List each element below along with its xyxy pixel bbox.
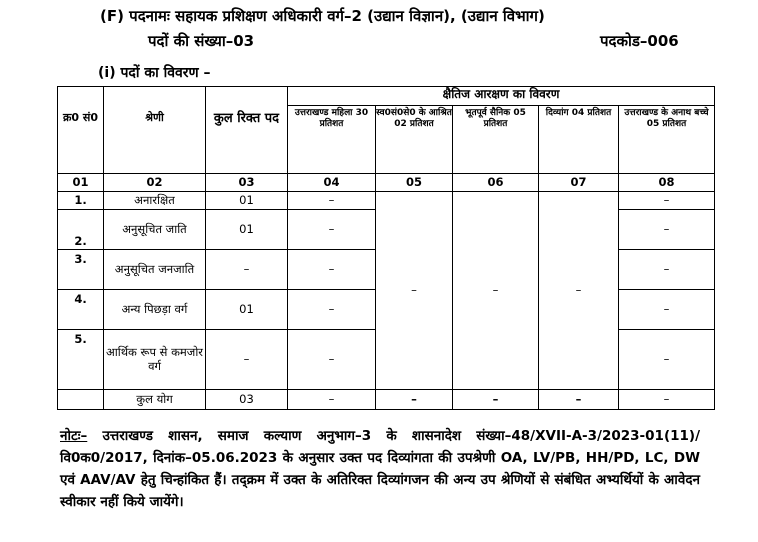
col-number: 07 xyxy=(539,174,619,192)
total-women: – xyxy=(288,390,376,410)
row-sr: 5. xyxy=(58,330,104,390)
col-number: 08 xyxy=(619,174,715,192)
note-label: नोटः– xyxy=(60,428,88,444)
row-category: अनारक्षित xyxy=(104,192,206,210)
row-vacancies: 01 xyxy=(206,192,288,210)
row-sr: 4. xyxy=(58,290,104,330)
row-sr: 2. xyxy=(58,210,104,250)
row-category: अन्य पिछड़ा वर्ग xyxy=(104,290,206,330)
cell-freedom-fighter-merged: – xyxy=(376,192,453,390)
header-category: श्रेणी xyxy=(104,87,206,174)
row-vacancies: 01 xyxy=(206,290,288,330)
col-number: 04 xyxy=(288,174,376,192)
row-orphans: – xyxy=(619,210,715,250)
post-designation: (F) पदनामः सहायक प्रशिक्षण अधिकारी वर्ग–2 (उद्यान विज्ञान), (उद्यान विभाग) xyxy=(100,7,545,25)
header-sr: क्र0 सं0 xyxy=(58,87,104,174)
total-orphans: – xyxy=(619,390,715,410)
row-sr: 3. xyxy=(58,250,104,290)
post-count: पदों की संख्या–03 xyxy=(148,32,255,50)
header-freedom-fighter: स्व0सं0से0 के आश्रित 02 प्रतिशत xyxy=(376,106,453,174)
vacancy-table xyxy=(57,86,715,410)
total-freedom-fighter: – xyxy=(376,390,453,410)
row-category: आर्थिक रूप से कमजोर वर्ग xyxy=(104,330,206,390)
header-vacancies: कुल रिक्त पद xyxy=(206,87,288,174)
table-row xyxy=(58,192,715,210)
total-label: कुल योग xyxy=(104,390,206,410)
row-orphans: – xyxy=(619,290,715,330)
header-women: उत्तराखण्ड महिला 30 प्रतिशत xyxy=(288,106,376,174)
col-number: 05 xyxy=(376,174,453,192)
note-paragraph xyxy=(60,425,700,513)
row-women: – xyxy=(288,290,376,330)
total-ex-servicemen: – xyxy=(453,390,539,410)
header-disabled: दिव्यांग 04 प्रतिशत xyxy=(539,106,619,174)
col-number: 02 xyxy=(104,174,206,192)
total-disabled: – xyxy=(539,390,619,410)
note-text: उत्तराखण्ड शासन, समाज कल्याण अनुभाग–3 के शासनादेश संख्या–48/XVII-A-3/2023-01(11)/वि0क0/2017, दिनांक–05.06.2023 के अनुसार उक्त पद दिव्यांगता की उपश्रेणी OA, LV/PB, HH/PD, LC, DW एवं AAV/AV हेतु चिन्हांकित हैं। तद्क्रम में उक्त के अतिरिक्त दिव्यांगजन की अन्य उप श्रेणियों से संबंधित अभ्यर्थियों के आवेदन स्वीकार नहीं किये जायेंगे। xyxy=(60,428,700,510)
header-horizontal-reservation: क्षैतिज आरक्षण का विवरण xyxy=(288,87,715,106)
col-number: 01 xyxy=(58,174,104,192)
post-code: पदकोड–006 xyxy=(600,32,679,50)
row-women: – xyxy=(288,250,376,290)
row-vacancies: – xyxy=(206,330,288,390)
col-number: 03 xyxy=(206,174,288,192)
total-vacancies: 03 xyxy=(206,390,288,410)
row-orphans: – xyxy=(619,192,715,210)
row-sr: 1. xyxy=(58,192,104,210)
total-row xyxy=(58,390,715,410)
row-orphans: – xyxy=(619,250,715,290)
row-vacancies: – xyxy=(206,250,288,290)
header-orphans: उत्तराखण्ड के अनाथ बच्चे 05 प्रतिशत xyxy=(619,106,715,174)
row-category: अनुसूचित जाति xyxy=(104,210,206,250)
row-vacancies: 01 xyxy=(206,210,288,250)
cell-disabled-merged: – xyxy=(539,192,619,390)
cell-ex-servicemen-merged: – xyxy=(453,192,539,390)
subheading: (i) पदों का विवरण – xyxy=(98,65,211,81)
row-women: – xyxy=(288,210,376,250)
header-ex-servicemen: भूतपूर्व सैनिक 05 प्रतिशत xyxy=(453,106,539,174)
col-number: 06 xyxy=(453,174,539,192)
row-women: – xyxy=(288,330,376,390)
row-women: – xyxy=(288,192,376,210)
row-orphans: – xyxy=(619,330,715,390)
row-category: अनुसूचित जनजाति xyxy=(104,250,206,290)
